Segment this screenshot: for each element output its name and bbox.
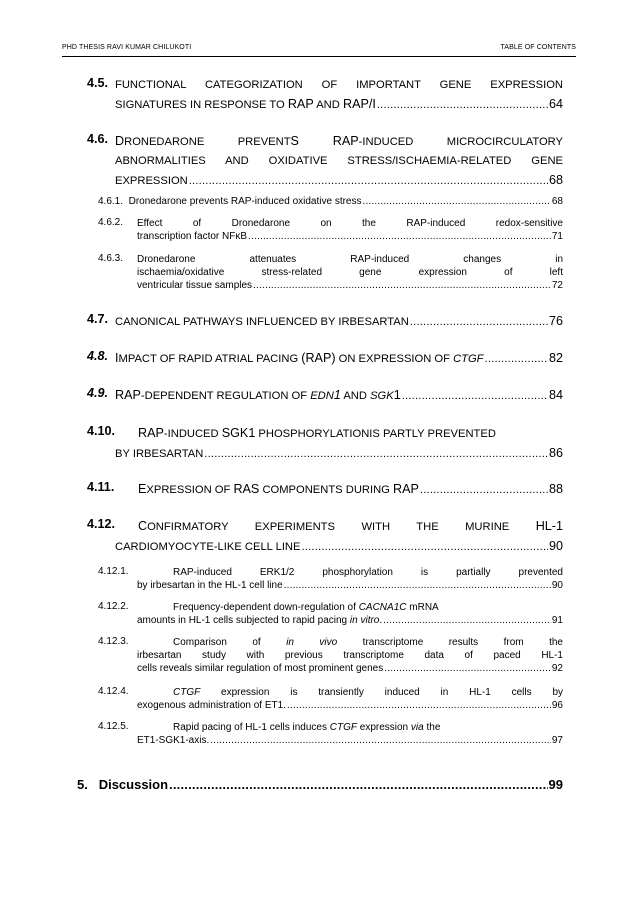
toc-entry-4-5[interactable] (87, 76, 563, 115)
toc-title-line: ventricular tissue samples (137, 280, 253, 291)
toc-page-number: 97 (551, 735, 563, 746)
toc-number: 4.8. (87, 349, 109, 363)
toc-page-number: 90 (551, 580, 563, 591)
running-header (62, 44, 576, 51)
toc-leader (169, 777, 547, 792)
toc-number: 4.10. (87, 424, 116, 438)
toc-number: 4.6.1. (98, 196, 124, 207)
toc-title-line: 4.6.1. Dronedarone prevents RAP-induced oxidative stress (98, 196, 362, 207)
toc-leader (410, 313, 548, 332)
toc-title-line: Rapid pacing of HL-1 cells induces CTGF expression via the (173, 722, 441, 733)
toc-number: 4.7. (87, 312, 109, 326)
toc-entry-4-6-1[interactable] (98, 196, 563, 207)
header-right: TABLE OF CONTENTS (500, 44, 576, 51)
toc-entry-4-7[interactable] (87, 312, 563, 332)
toc-page-number: 68 (548, 173, 563, 187)
toc-number: 4.12.5. (98, 721, 129, 732)
toc-number: 4.12.4. (98, 686, 129, 697)
toc-number: 4.12.3. (98, 636, 129, 647)
toc-entry-4-6[interactable] (87, 132, 563, 191)
toc-title-line: DRONEDARONE PREVENTS RAP-INDUCED MICROCIRCULATORY (115, 134, 563, 148)
toc-title-line: transcription factor NFκB (137, 231, 248, 242)
toc-page-number: 72 (551, 280, 563, 291)
toc-entry-4-6-3[interactable] (98, 253, 563, 292)
toc-title-line: RAP-DEPENDENT REGULATION OF EDN1 AND SGK1 (115, 388, 401, 402)
toc-title-line: EXPRESSION OF RAS COMPONENTS DURING RAP (138, 482, 419, 496)
toc-title-line: cells reveals similar regulation of most prominent genes (137, 663, 384, 674)
toc-leader (287, 699, 551, 712)
toc-entry-4-12-1[interactable] (98, 566, 563, 592)
toc-entry-4-12-4[interactable] (98, 686, 563, 712)
toc-title-line: Comparison of in vivo transcriptome results from the (173, 637, 563, 648)
toc-page-number: 71 (551, 231, 563, 242)
toc-page-number: 99 (548, 777, 563, 792)
toc-number: 4.6. (87, 132, 109, 146)
toc-title-line: FUNCTIONAL CATEGORIZATION OF IMPORTANT GENE EXPRESSION (115, 79, 563, 91)
toc-page-number: 91 (551, 615, 563, 626)
toc-page-number: 92 (551, 663, 563, 674)
toc-title-line: by irbesartan in the HL-1 cell line (137, 580, 283, 591)
toc-title-line: amounts in HL-1 cells subjected to rapid pacing in vitro. (137, 615, 383, 626)
header-rule (62, 56, 576, 57)
toc-entry-4-6-2[interactable] (98, 217, 563, 243)
toc-page-number: 68 (551, 196, 563, 207)
toc-entry-4-8[interactable] (87, 349, 563, 369)
toc-leader (377, 96, 548, 115)
toc-page-number: 86 (548, 446, 563, 460)
toc-title-line: ischaemia/oxidative stress-related gene expression of left (137, 267, 563, 278)
toc-title-line: SIGNATURES IN RESPONSE TO RAP AND RAP/I (115, 97, 376, 111)
toc-page-number: 84 (548, 388, 563, 402)
toc-entry-4-9[interactable] (87, 386, 563, 406)
toc-entry-5-discussion[interactable] (77, 777, 563, 792)
toc-entry-4-12[interactable] (87, 517, 563, 557)
toc-number: 4.9. (87, 386, 109, 400)
toc-page-number: 76 (548, 314, 563, 328)
toc-title-line: IMPACT OF RAPID ATRIAL PACING (RAP) ON EXPRESSION OF CTGF (115, 351, 484, 365)
toc-number: 4.12. (87, 517, 116, 531)
toc-leader (363, 196, 551, 207)
toc-page-number: 90 (548, 539, 563, 553)
toc-title-line: CTGF expression is transiently induced in HL-1 cells by (173, 687, 563, 698)
toc-leader (420, 481, 548, 500)
toc-page-number: 96 (551, 700, 563, 711)
toc-leader (253, 279, 551, 292)
toc-leader (204, 445, 548, 464)
toc-entry-4-12-3[interactable] (98, 636, 563, 675)
toc-leader (485, 350, 548, 369)
toc-title-line: irbesartan study with previous transcriptome data of paced HL-1 (137, 650, 563, 661)
toc-title-line: CANONICAL PATHWAYS INFLUENCED BY IRBESARTAN (115, 316, 409, 328)
toc-leader (210, 734, 551, 747)
toc-leader (384, 662, 551, 675)
toc-title-line: RAP-induced ERK1/2 phosphorylation is partially prevented (173, 567, 563, 578)
toc-number: 4.6.2. (98, 217, 124, 228)
toc-title-line: 5. Discussion (77, 777, 169, 792)
toc-entry-4-10[interactable] (87, 424, 563, 464)
toc-number: 5. (77, 777, 88, 792)
toc-title-line: Dronedarone attenuates RAP-induced changes in (137, 254, 563, 265)
toc-leader (301, 538, 548, 557)
toc-leader (383, 614, 551, 627)
toc-page-number: 64 (548, 97, 563, 111)
toc-title-line: CONFIRMATORY EXPERIMENTS WITH THE MURINE HL-1 (138, 519, 563, 533)
toc-number: 4.5. (87, 76, 109, 90)
toc-title-line: CARDIOMYOCYTE-LIKE CELL LINE (115, 541, 301, 553)
toc-title-line: BY IRBESARTAN (115, 448, 204, 460)
toc-title-line: Effect of Dronedarone on the RAP-induced redox-sensitive (137, 218, 563, 229)
toc-leader (284, 579, 551, 592)
toc-number: 4.6.3. (98, 253, 124, 264)
toc-page-number: 88 (548, 482, 563, 496)
toc-leader (248, 230, 551, 243)
toc-entry-4-11[interactable] (87, 480, 563, 500)
toc-number: 4.11. (87, 480, 115, 494)
toc-entry-4-12-2[interactable] (98, 601, 563, 627)
toc-title-line: exogenous administration of ET1. (137, 700, 286, 711)
header-left: PHD THESIS RAVI KUMAR CHILUKOTI (62, 44, 192, 51)
toc-page-number: 82 (548, 351, 563, 365)
toc-leader (402, 387, 548, 406)
toc-title-line: RAP-INDUCED SGK1 PHOSPHORYLATIONIS PARTLY PREVENTED (138, 426, 496, 440)
toc-title-line: Frequency-dependent down-regulation of CACNA1C mRNA (173, 602, 439, 613)
toc-entry-4-12-5[interactable] (98, 721, 563, 747)
toc-number: 4.12.2. (98, 601, 129, 612)
toc-title-line: ET1-SGK1-axis. (137, 735, 210, 746)
toc-title-line: ABNORMALITIES AND OXIDATIVE STRESS/ISCHAEMIA-RELATED GENE (115, 155, 563, 167)
toc-title-line: EXPRESSION (115, 175, 188, 187)
toc-number: 4.12.1. (98, 566, 129, 577)
toc-leader (189, 172, 548, 191)
